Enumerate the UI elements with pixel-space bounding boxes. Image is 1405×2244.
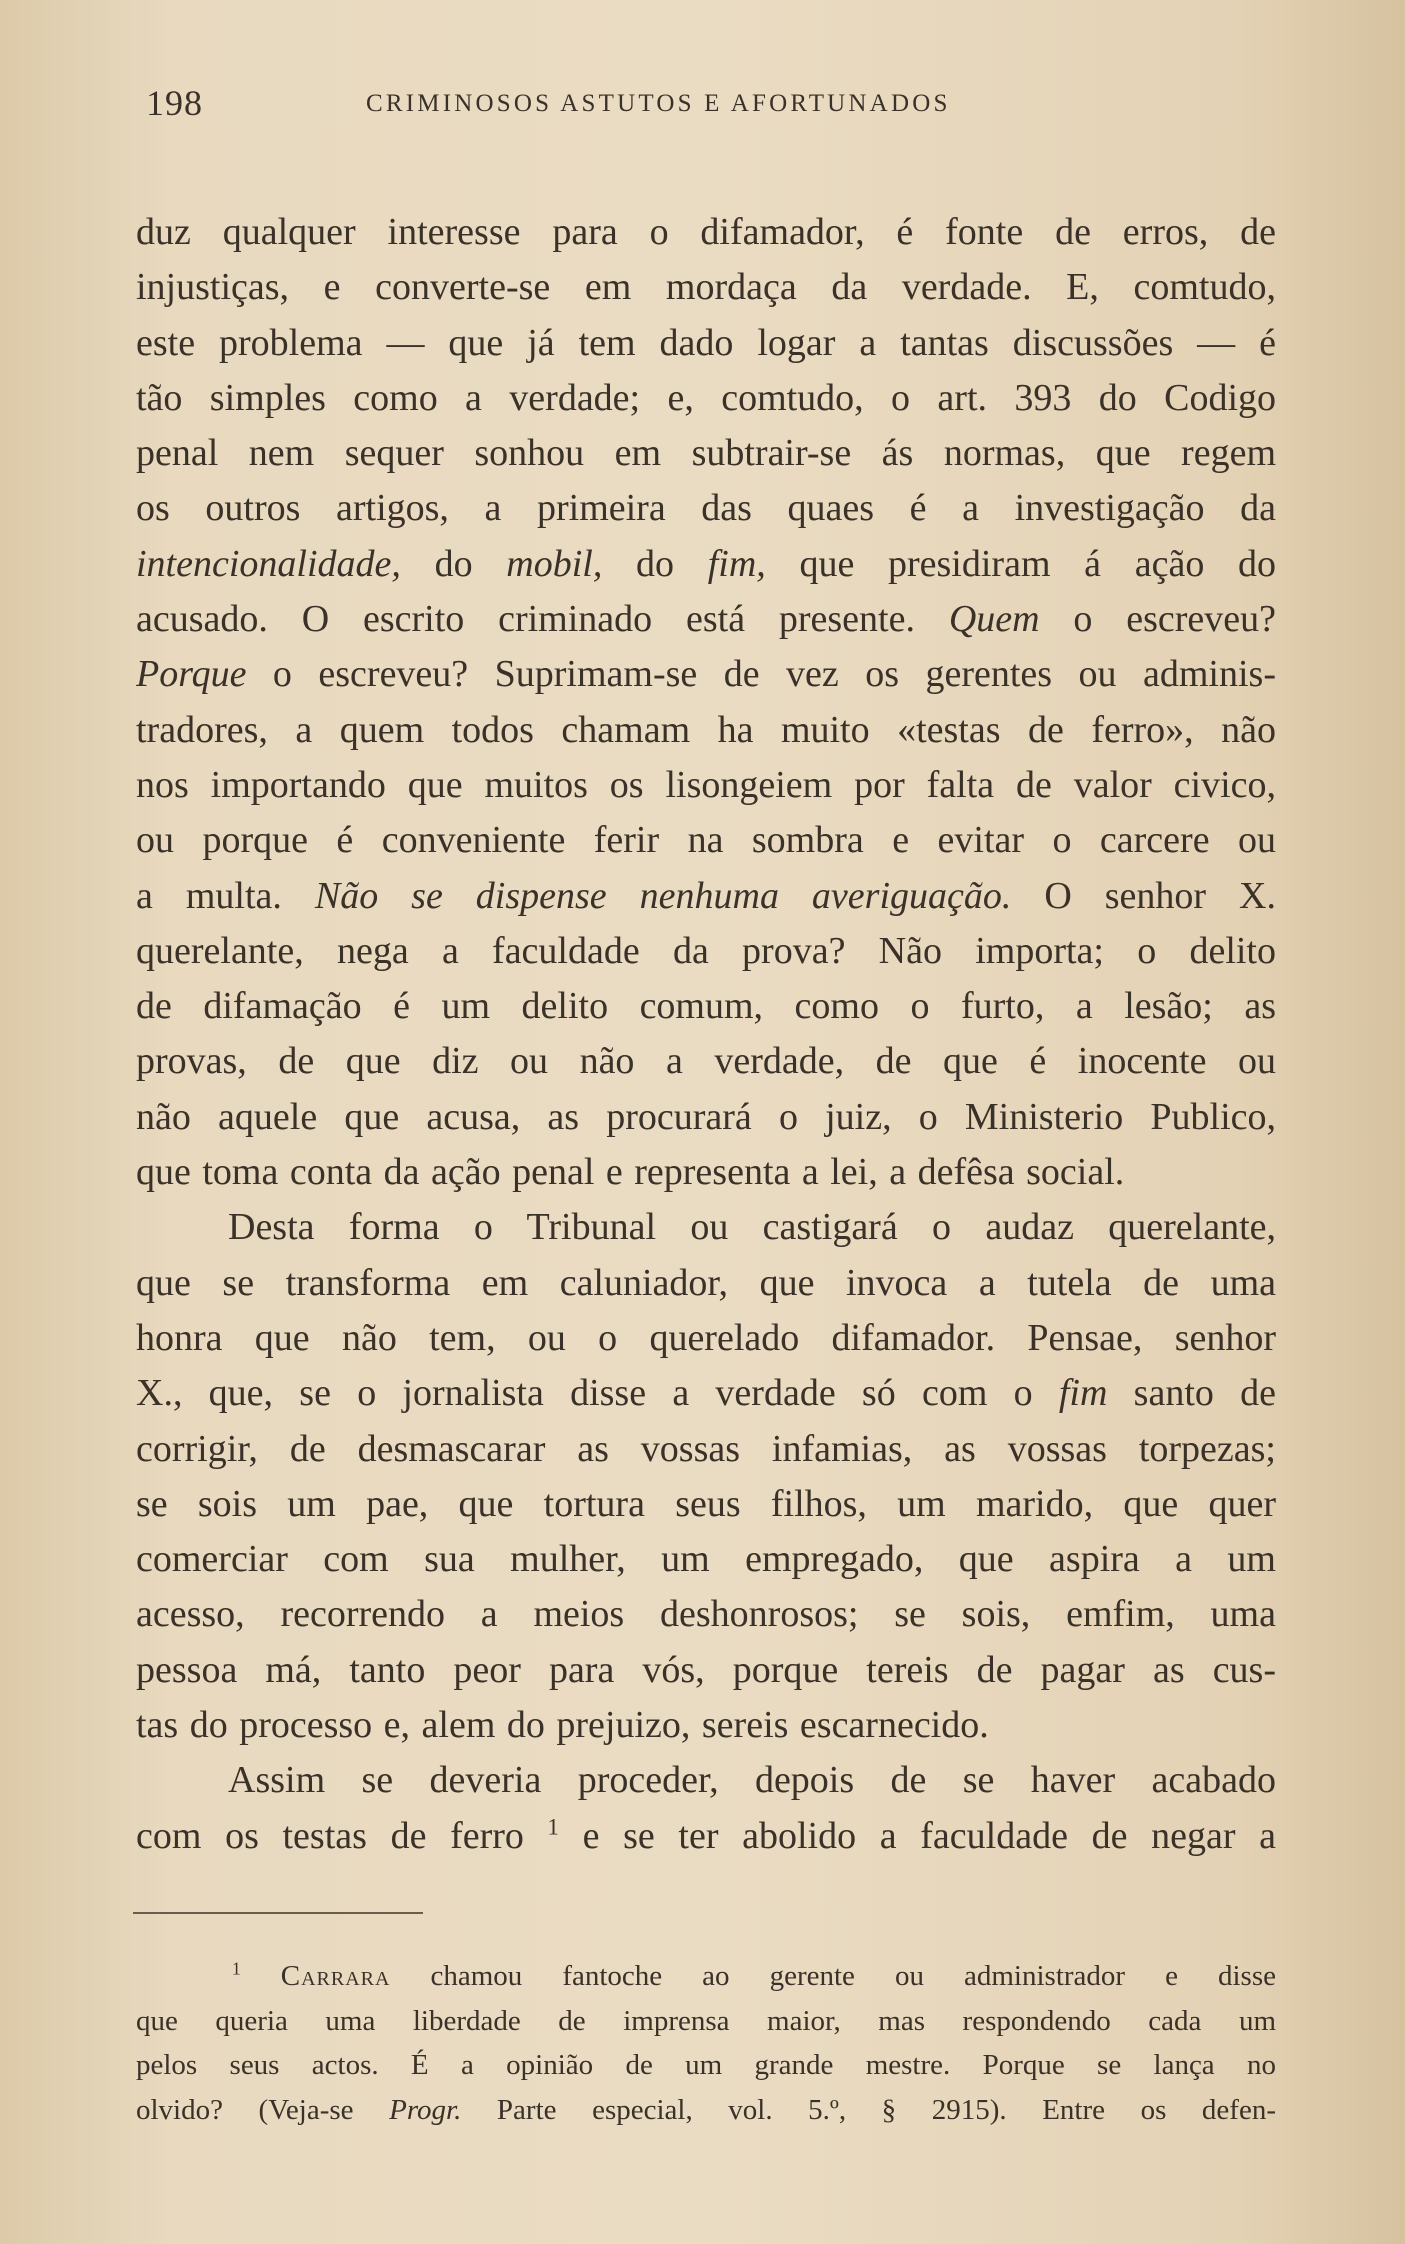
italic-term: fim, <box>707 542 766 585</box>
text-line: não aquele que acusa, as procurará o juiz, o Ministerio Publico, <box>136 1095 1276 1138</box>
footnote-marker: 1 <box>232 1958 241 1979</box>
text-run: olvido? (Veja-se <box>136 2093 390 2126</box>
text-line: penal nem sequer sonhou em subtrair-se ás normas, que regem <box>136 432 1276 475</box>
text-run: com os testas de ferro <box>136 1814 548 1857</box>
author-name: Carrara <box>280 1960 391 1992</box>
text-line: os outros artigos, a primeira das quaes é a investigação da <box>136 487 1276 530</box>
italic-term: intencionalidade, <box>136 542 401 585</box>
page-number: 198 <box>146 83 203 123</box>
text-run: Parte especial, vol. 5.º, § 2915). Entre os defen- <box>461 2093 1276 2126</box>
text-line <box>136 1366 1276 1421</box>
text-line: pessoa má, tanto peor para vós, porque tereis de pagar as cus- <box>136 1648 1276 1691</box>
text-line: provas, de que diz ou não a verdade, de que é inocente ou <box>136 1040 1276 1083</box>
text-run: acusado. O escrito criminado está presente. <box>136 598 949 641</box>
text-line <box>136 647 1276 702</box>
text-run: e se ter abolido a faculdade de negar a <box>558 1814 1276 1857</box>
italic-term: Porque <box>136 653 247 696</box>
italic-term: Progr. <box>389 2093 462 2126</box>
footnote-line: que queria uma liberdade de imprensa maior, mas respondendo cada um <box>136 2004 1276 2037</box>
footnote-line <box>136 2088 1276 2133</box>
text-line: este problema — que já tem dado logar a tantas discussões — é <box>136 321 1276 364</box>
text-line: Assim se deveria proceder, depois de se haver acabado <box>228 1759 1276 1802</box>
text-line: injustiças, e converte-se em mordaça da verdade. E, comtudo, <box>136 266 1276 309</box>
text-line: querelante, nega a faculdade da prova? Não importa; o delito <box>136 929 1276 972</box>
text-line: duz qualquer interesse para o difamador, é fonte de erros, de <box>136 211 1276 253</box>
text-run: X., que, se o jornalista disse a verdade só com o <box>136 1372 1059 1415</box>
text-line: ou porque é conveniente ferir na sombra e evitar o carcere ou <box>136 819 1276 862</box>
text-line <box>136 592 1276 647</box>
italic-term: Não se dispense nenhuma averiguação. <box>314 874 1012 917</box>
text-line: Desta forma o Tribunal ou castigará o audaz querelante, <box>228 1206 1276 1249</box>
text-line: de difamação é um delito comum, como o furto, a lesão; as <box>136 985 1276 1028</box>
text-line: se sois um pae, que tortura seus filhos, um marido, que quer <box>136 1482 1276 1525</box>
footnote-rule <box>133 1912 423 1914</box>
text-run: que presidiram á ação do <box>765 542 1276 585</box>
text-line <box>136 537 1276 592</box>
footnote-ref: 1 <box>547 1813 559 1839</box>
text-line: tão simples como a verdade; e, comtudo, o art. 393 do Codigo <box>136 376 1276 419</box>
body-text <box>136 205 1276 1864</box>
text-run: o escreveu? Suprimam-se de vez os gerentes ou adminis- <box>246 653 1276 696</box>
text-run: O senhor X. <box>1011 874 1276 917</box>
text-line: acesso, recorrendo a meios deshonrosos; se sois, emfim, uma <box>136 1593 1276 1636</box>
text-line: que toma conta da ação penal e representa a lei, a defêsa social. <box>136 1151 1125 1194</box>
text-line: tas do processo e, alem do prejuizo, sereis escarnecido. <box>136 1704 989 1747</box>
italic-term: Quem <box>948 598 1040 641</box>
text-line: que se transforma em caluniador, que invoca a tutela de uma <box>136 1261 1276 1304</box>
italic-term: mobil, <box>506 542 603 585</box>
text-line: honra que não tem, ou o querelado difamador. Pensae, senhor <box>136 1316 1276 1359</box>
text-line <box>136 869 1276 924</box>
text-line: comerciar com sua mulher, um empregado, que aspira a um <box>136 1538 1276 1581</box>
running-title: CRIMINOSOS ASTUTOS E AFORTUNADOS <box>366 90 951 117</box>
text-run: do <box>400 542 507 585</box>
text-run: a multa. <box>136 874 315 917</box>
text-line: tradores, a quem todos chamam ha muito «testas de ferro», não <box>136 708 1276 751</box>
text-run: chamou fantoche ao gerente ou administrador e disse <box>390 1960 1276 1992</box>
footnote-line <box>136 1954 1276 1999</box>
text-line <box>136 1809 1276 1864</box>
text-line: corrigir, de desmascarar as vossas infamias, as vossas torpezas; <box>136 1427 1276 1470</box>
text-line: nos importando que muitos os lisongeiem por falta de valor civico, <box>136 763 1276 806</box>
footnote-line: pelos seus actos. É a opinião de um grande mestre. Porque se lança no <box>136 2049 1276 2081</box>
page-header <box>136 82 1276 132</box>
text-run: santo de <box>1107 1372 1276 1415</box>
text-run: o escreveu? <box>1039 598 1276 641</box>
footnote <box>136 1954 1276 2132</box>
text-run: do <box>602 542 708 585</box>
italic-term: fim <box>1058 1372 1108 1415</box>
